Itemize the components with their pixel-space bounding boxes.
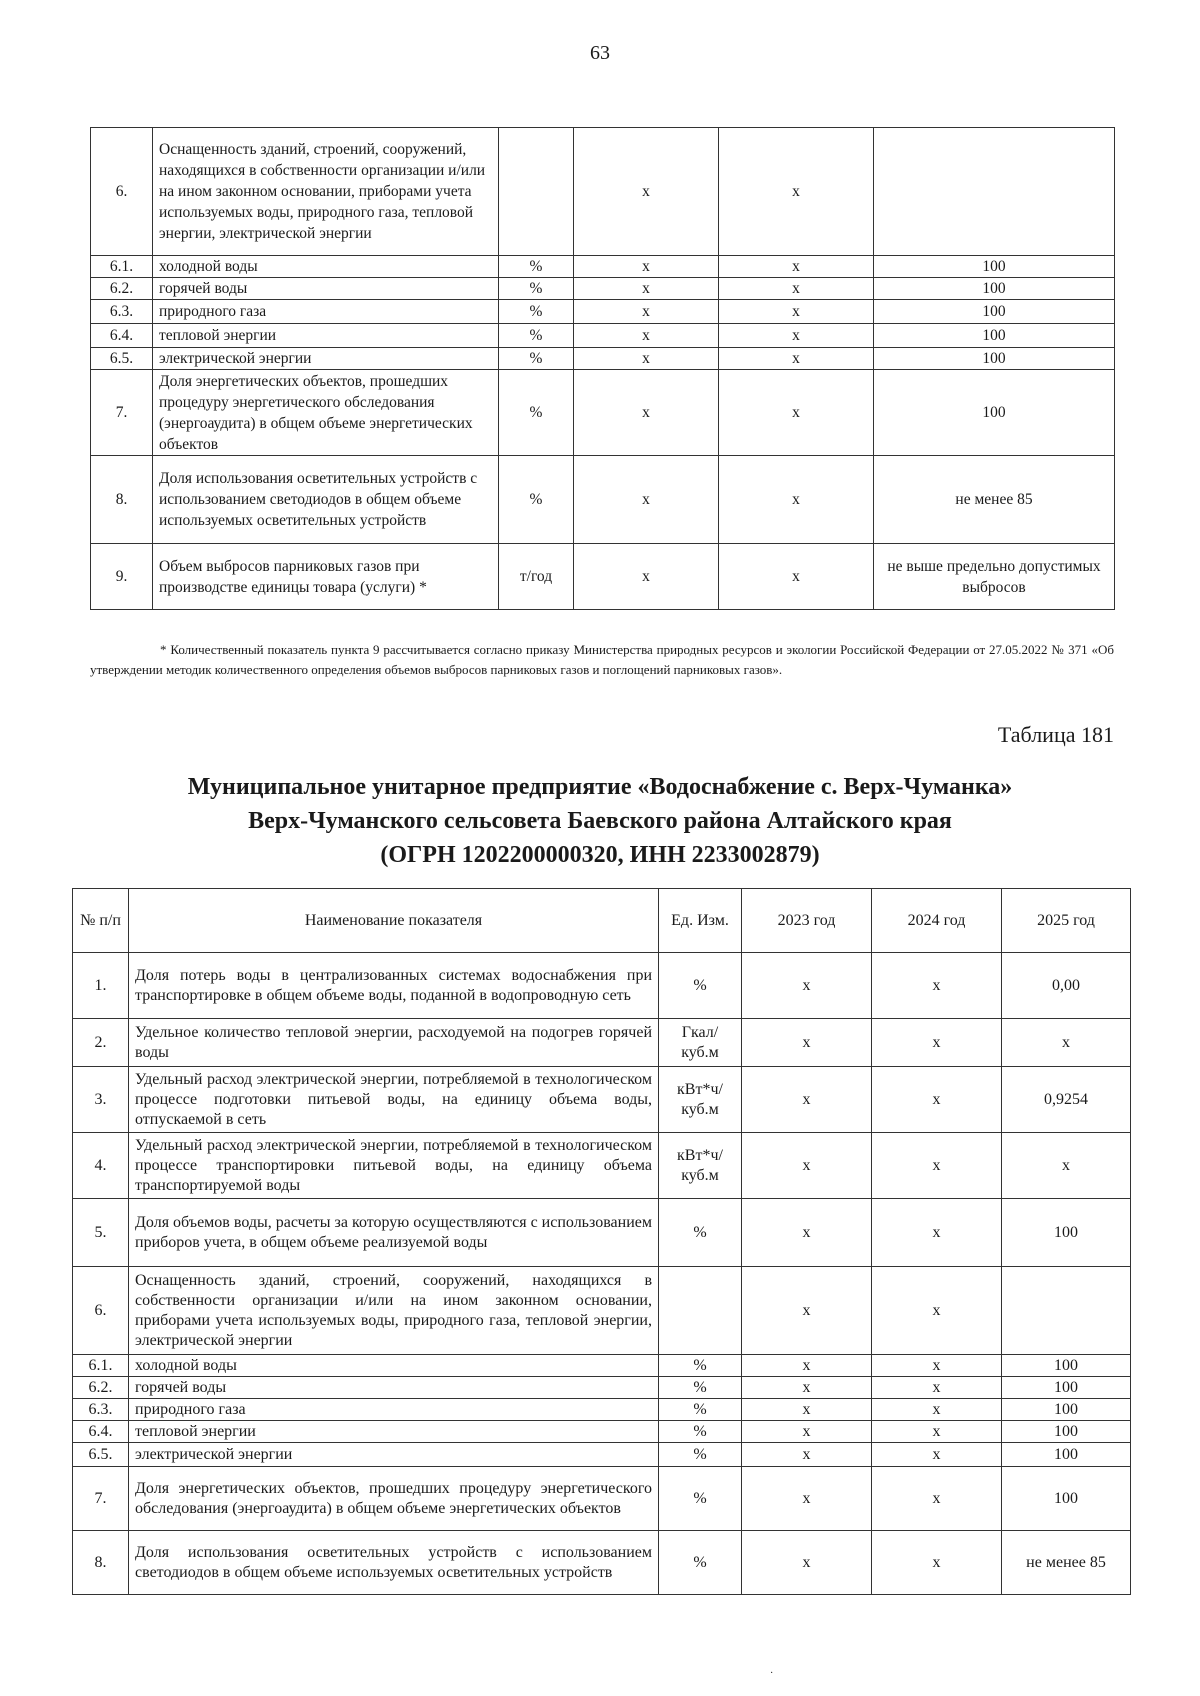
value-2025: 100 [874, 300, 1115, 324]
value-2024: х [719, 128, 874, 256]
table-row [73, 1019, 1131, 1067]
indicator-name: электрической энергии [153, 348, 499, 370]
value-2024: х [872, 1399, 1002, 1421]
indicator-name: Оснащенность зданий, строений, сооружений, находящихся в собственности организации и/или на ином законном основании, приборами учета используемых воды, природного газа, тепловой энергии, электрической энергии [129, 1267, 659, 1355]
indicator-name: Оснащенность зданий, строений, сооружений, находящихся в собственности организации и/или на ином законном основании, приборами учета используемых воды, природного газа, тепловой энергии, электрической энергии [153, 128, 499, 256]
unit: % [499, 324, 574, 348]
table-row [73, 1199, 1131, 1267]
value-2025: 100 [874, 370, 1115, 456]
table-row [73, 1133, 1131, 1199]
table-row [73, 1267, 1131, 1355]
table-row [91, 128, 1115, 256]
indicator-name: Доля потерь воды в централизованных системах водоснабжения при транспортировке в общем объеме воды, поданной в водопроводную сеть [129, 953, 659, 1019]
indicator-name: Доля энергетических объектов, прошедших процедуру энергетического обследования (энергоаудита) в общем объеме энергетических объектов [153, 370, 499, 456]
unit: % [499, 256, 574, 278]
row-number: 6.3. [73, 1399, 129, 1421]
value-2024: х [872, 1421, 1002, 1443]
unit: % [499, 370, 574, 456]
unit [659, 1267, 742, 1355]
indicator-name: Объем выбросов парниковых газов при производстве единицы товара (услуги) * [153, 544, 499, 610]
value-2023: х [574, 300, 719, 324]
value-2024: х [872, 1019, 1002, 1067]
value-2023: х [742, 1267, 872, 1355]
row-number: 7. [91, 370, 153, 456]
row-number: 6.4. [91, 324, 153, 348]
value-2024: х [872, 953, 1002, 1019]
unit: кВт*ч/ куб.м [659, 1133, 742, 1199]
value-2023: х [742, 1377, 872, 1399]
row-number: 1. [73, 953, 129, 1019]
value-2025: 100 [1002, 1443, 1131, 1467]
value-2023: х [742, 1421, 872, 1443]
table-row [91, 300, 1115, 324]
table-row [91, 278, 1115, 300]
value-2023: х [742, 1467, 872, 1531]
table-header-row [73, 889, 1131, 953]
org-title-line-3: (ОГРН 1202200000320, ИНН 2233002879) [380, 842, 820, 868]
value-2024: х [719, 370, 874, 456]
value-2025: 100 [1002, 1399, 1131, 1421]
indicator-name: холодной воды [153, 256, 499, 278]
value-2025: 100 [1002, 1199, 1131, 1267]
value-2023: х [742, 1399, 872, 1421]
indicator-name: Удельное количество тепловой энергии, расходуемой на подогрев горячей воды [129, 1019, 659, 1067]
header-2024: 2024 год [872, 889, 1002, 953]
unit: % [659, 1199, 742, 1267]
table-row [73, 1067, 1131, 1133]
value-2023: х [574, 370, 719, 456]
org-title-line-1: Муниципальное унитарное предприятие «Водоснабжение с. Верх-Чуманка» [187, 774, 1013, 800]
header-2025: 2025 год [1002, 889, 1131, 953]
value-2023: х [574, 348, 719, 370]
indicator-name: Удельный расход электрической энергии, потребляемой в технологическом процессе транспортировки питьевой воды, на единицу объема транспортируемой воды [129, 1133, 659, 1199]
row-number: 6.4. [73, 1421, 129, 1443]
table-row [91, 544, 1115, 610]
table-row [73, 1421, 1131, 1443]
value-2024: х [719, 278, 874, 300]
value-2023: х [742, 1199, 872, 1267]
table-row [91, 256, 1115, 278]
table-row [91, 456, 1115, 544]
row-number: 6.3. [91, 300, 153, 324]
value-2023: х [742, 1019, 872, 1067]
row-number: 8. [91, 456, 153, 544]
unit: % [659, 1443, 742, 1467]
table-row [91, 324, 1115, 348]
value-2025: 100 [874, 278, 1115, 300]
unit: т/год [499, 544, 574, 610]
value-2023: х [742, 1531, 872, 1595]
value-2023: х [574, 278, 719, 300]
value-2024: х [872, 1467, 1002, 1531]
value-2025: 100 [1002, 1377, 1131, 1399]
unit: % [659, 1399, 742, 1421]
value-2025: 100 [1002, 1355, 1131, 1377]
indicator-name: Доля использования осветительных устройств с использованием светодиодов в общем объеме используемых осветительных устройств [129, 1531, 659, 1595]
row-number: 3. [73, 1067, 129, 1133]
unit: % [659, 1531, 742, 1595]
table-row [91, 370, 1115, 456]
row-number: 6.1. [91, 256, 153, 278]
indicator-name: Доля использования осветительных устройств с использованием светодиодов в общем объеме используемых осветительных устройств [153, 456, 499, 544]
footnote: * Количественный показатель пункта 9 рассчитывается согласно приказу Министерства природных ресурсов и экологии Российской Федерации от 27.05.2022 № 371 «Об утверждении методик количественного определения объемов выбросов парниковых газов и поглощений парниковых газов». [90, 642, 1114, 677]
value-2025: 100 [1002, 1467, 1131, 1531]
value-2025: не менее 85 [874, 456, 1115, 544]
value-2024: х [872, 1377, 1002, 1399]
indicator-name: электрической энергии [129, 1443, 659, 1467]
value-2024: х [719, 544, 874, 610]
unit: % [499, 456, 574, 544]
value-2025: не менее 85 [1002, 1531, 1131, 1595]
unit: % [659, 1355, 742, 1377]
indicator-name: тепловой энергии [129, 1421, 659, 1443]
value-2023: х [742, 1067, 872, 1133]
table-row [73, 1377, 1131, 1399]
indicator-name: Доля энергетических объектов, прошедших процедуру энергетического обследования (энергоаудита) в общем объеме энергетических объектов [129, 1467, 659, 1531]
indicator-name: природного газа [129, 1399, 659, 1421]
value-2025: 100 [874, 324, 1115, 348]
row-number: 6.2. [73, 1377, 129, 1399]
unit: % [499, 278, 574, 300]
value-2024: х [872, 1067, 1002, 1133]
value-2025: 100 [874, 256, 1115, 278]
unit: кВт*ч/ куб.м [659, 1067, 742, 1133]
row-number: 9. [91, 544, 153, 610]
indicator-name: Доля объемов воды, расчеты за которую осуществляются с использованием приборов учета, в общем объеме реализуемой воды [129, 1199, 659, 1267]
value-2024: х [872, 1133, 1002, 1199]
scan-mark: · [770, 1668, 774, 1679]
row-number: 5. [73, 1199, 129, 1267]
row-number: 6.1. [73, 1355, 129, 1377]
value-2024: х [872, 1267, 1002, 1355]
unit: % [499, 300, 574, 324]
organization-title [0, 770, 1200, 872]
row-number: 2. [73, 1019, 129, 1067]
table-row [73, 1355, 1131, 1377]
value-2024: х [872, 1199, 1002, 1267]
unit: % [499, 348, 574, 370]
header-2023: 2023 год [742, 889, 872, 953]
row-number: 6. [73, 1267, 129, 1355]
table-row [73, 1467, 1131, 1531]
indicators-table [72, 888, 1131, 1595]
unit [499, 128, 574, 256]
value-2025 [1002, 1267, 1131, 1355]
value-2025: 100 [1002, 1421, 1131, 1443]
unit: % [659, 1421, 742, 1443]
header-unit: Ед. Изм. [659, 889, 742, 953]
indicator-name: тепловой энергии [153, 324, 499, 348]
table-row [91, 348, 1115, 370]
value-2025: 0,00 [1002, 953, 1131, 1019]
unit: % [659, 1377, 742, 1399]
value-2024: х [872, 1531, 1002, 1595]
table-row [73, 1531, 1131, 1595]
value-2025: 100 [874, 348, 1115, 370]
value-2024: х [872, 1355, 1002, 1377]
value-2023: х [742, 1133, 872, 1199]
table-row [73, 1443, 1131, 1467]
unit: % [659, 953, 742, 1019]
unit: % [659, 1467, 742, 1531]
value-2024: х [719, 456, 874, 544]
indicator-name: природного газа [153, 300, 499, 324]
value-2023: х [742, 953, 872, 1019]
header-number: № п/п [73, 889, 129, 953]
value-2025: х [1002, 1019, 1131, 1067]
row-number: 6. [91, 128, 153, 256]
value-2023: х [742, 1443, 872, 1467]
row-number: 8. [73, 1531, 129, 1595]
indicator-name: Удельный расход электрической энергии, потребляемой в технологическом процессе подготовки питьевой воды, на единицу объема воды, отпускаемой в сеть [129, 1067, 659, 1133]
value-2023: х [574, 544, 719, 610]
continued-indicators-table [90, 127, 1115, 610]
value-2023: х [574, 324, 719, 348]
table-row [73, 953, 1131, 1019]
value-2025: 0,9254 [1002, 1067, 1131, 1133]
page-number: 63 [590, 42, 610, 64]
value-2025: не выше предельно допустимых выбросов [874, 544, 1115, 610]
unit: Гкал/ куб.м [659, 1019, 742, 1067]
table-row [73, 1399, 1131, 1421]
value-2024: х [719, 324, 874, 348]
row-number: 6.2. [91, 278, 153, 300]
value-2024: х [719, 256, 874, 278]
value-2025 [874, 128, 1115, 256]
org-title-line-2: Верх-Чуманского сельсовета Баевского района Алтайского края [248, 808, 952, 834]
value-2025: х [1002, 1133, 1131, 1199]
value-2024: х [719, 300, 874, 324]
value-2023: х [574, 456, 719, 544]
value-2023: х [742, 1355, 872, 1377]
row-number: 7. [73, 1467, 129, 1531]
value-2024: х [872, 1443, 1002, 1467]
indicator-name: холодной воды [129, 1355, 659, 1377]
indicator-name: горячей воды [129, 1377, 659, 1399]
row-number: 4. [73, 1133, 129, 1199]
value-2024: х [719, 348, 874, 370]
value-2023: х [574, 256, 719, 278]
value-2023: х [574, 128, 719, 256]
row-number: 6.5. [91, 348, 153, 370]
table-label: Таблица 181 [997, 722, 1114, 747]
indicator-name: горячей воды [153, 278, 499, 300]
row-number: 6.5. [73, 1443, 129, 1467]
header-name: Наименование показателя [129, 889, 659, 953]
